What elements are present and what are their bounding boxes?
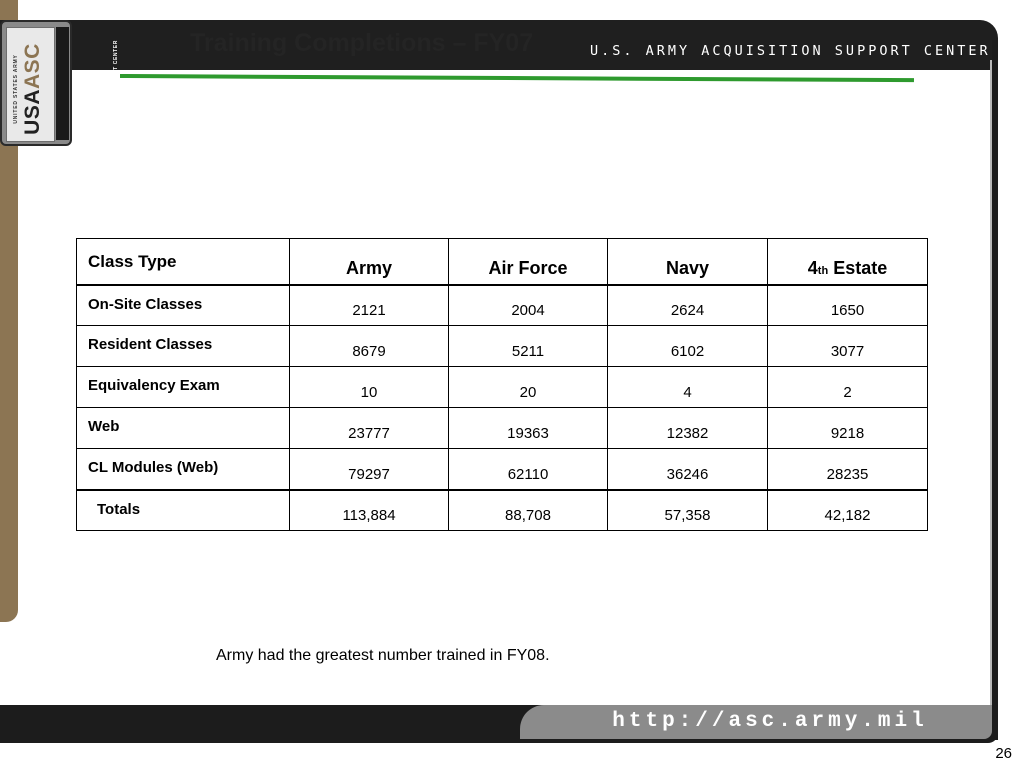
total-army: 113,884 bbox=[290, 490, 449, 531]
cell-4th-estate: 1650 bbox=[768, 285, 928, 326]
cell-navy: 2624 bbox=[608, 285, 768, 326]
cell-navy: 4 bbox=[608, 367, 768, 408]
header-navy: Navy bbox=[608, 239, 768, 285]
totals-label: Totals bbox=[77, 490, 290, 531]
row-label: Equivalency Exam bbox=[77, 367, 290, 408]
cell-air-force: 62110 bbox=[449, 449, 608, 490]
footer-url-link[interactable]: http://asc.army.mil bbox=[612, 710, 928, 733]
cell-navy: 12382 bbox=[608, 408, 768, 449]
title-underline bbox=[120, 74, 914, 82]
page-number: 26 bbox=[995, 745, 1012, 762]
training-completions-table bbox=[76, 238, 928, 531]
cell-4th-estate: 9218 bbox=[768, 408, 928, 449]
row-label: CL Modules (Web) bbox=[77, 449, 290, 490]
row-label: On-Site Classes bbox=[77, 285, 290, 326]
header-air-force: Air Force bbox=[449, 239, 608, 285]
logo-usa: USA bbox=[21, 89, 44, 135]
header-army: Army bbox=[290, 239, 449, 285]
cell-army: 2121 bbox=[290, 285, 449, 326]
table-row bbox=[77, 408, 928, 449]
cell-air-force: 5211 bbox=[449, 326, 608, 367]
totals-row bbox=[77, 490, 928, 531]
logo-panel bbox=[6, 27, 55, 142]
cell-army: 79297 bbox=[290, 449, 449, 490]
cell-air-force: 2004 bbox=[449, 285, 608, 326]
row-label: Resident Classes bbox=[77, 326, 290, 367]
right-frame-edge bbox=[992, 40, 998, 740]
total-air-force: 88,708 bbox=[449, 490, 608, 531]
table-row bbox=[77, 326, 928, 367]
header-4th-number: 4 bbox=[807, 257, 818, 278]
header-4th-estate bbox=[768, 239, 928, 285]
cell-army: 10 bbox=[290, 367, 449, 408]
cell-army: 23777 bbox=[290, 408, 449, 449]
cell-4th-estate: 28235 bbox=[768, 449, 928, 490]
slide-title: Training Completions – FY07 bbox=[190, 29, 534, 57]
logo-subtitle: UNITED STATES ARMY bbox=[13, 54, 19, 124]
header-4th-ordinal: th bbox=[817, 264, 829, 277]
cell-air-force: 19363 bbox=[449, 408, 608, 449]
logo-asc: ASC bbox=[21, 43, 44, 89]
summary-note: Army had the greatest number trained in FY08. bbox=[216, 647, 550, 664]
cell-air-force: 20 bbox=[449, 367, 608, 408]
table-row bbox=[77, 367, 928, 408]
total-4th-estate: 42,182 bbox=[768, 490, 928, 531]
row-label: Web bbox=[77, 408, 290, 449]
header-4th-word: Estate bbox=[833, 257, 888, 278]
cell-navy: 36246 bbox=[608, 449, 768, 490]
header-class-type: Class Type bbox=[77, 239, 290, 285]
cell-4th-estate: 2 bbox=[768, 367, 928, 408]
cell-army: 8679 bbox=[290, 326, 449, 367]
usaasc-logo bbox=[0, 20, 119, 146]
table-row bbox=[77, 449, 928, 490]
logo-wordmark bbox=[22, 43, 44, 135]
table-row bbox=[77, 285, 928, 326]
organization-banner: U.S. ARMY ACQUISITION SUPPORT CENTER bbox=[590, 43, 991, 59]
cell-4th-estate: 3077 bbox=[768, 326, 928, 367]
cell-navy: 6102 bbox=[608, 326, 768, 367]
logo-side-strip bbox=[56, 27, 119, 140]
total-navy: 57,358 bbox=[608, 490, 768, 531]
table-header-row bbox=[77, 239, 928, 285]
logo-side-text: ACQUISITION SUPPORT CENTER bbox=[113, 40, 119, 136]
